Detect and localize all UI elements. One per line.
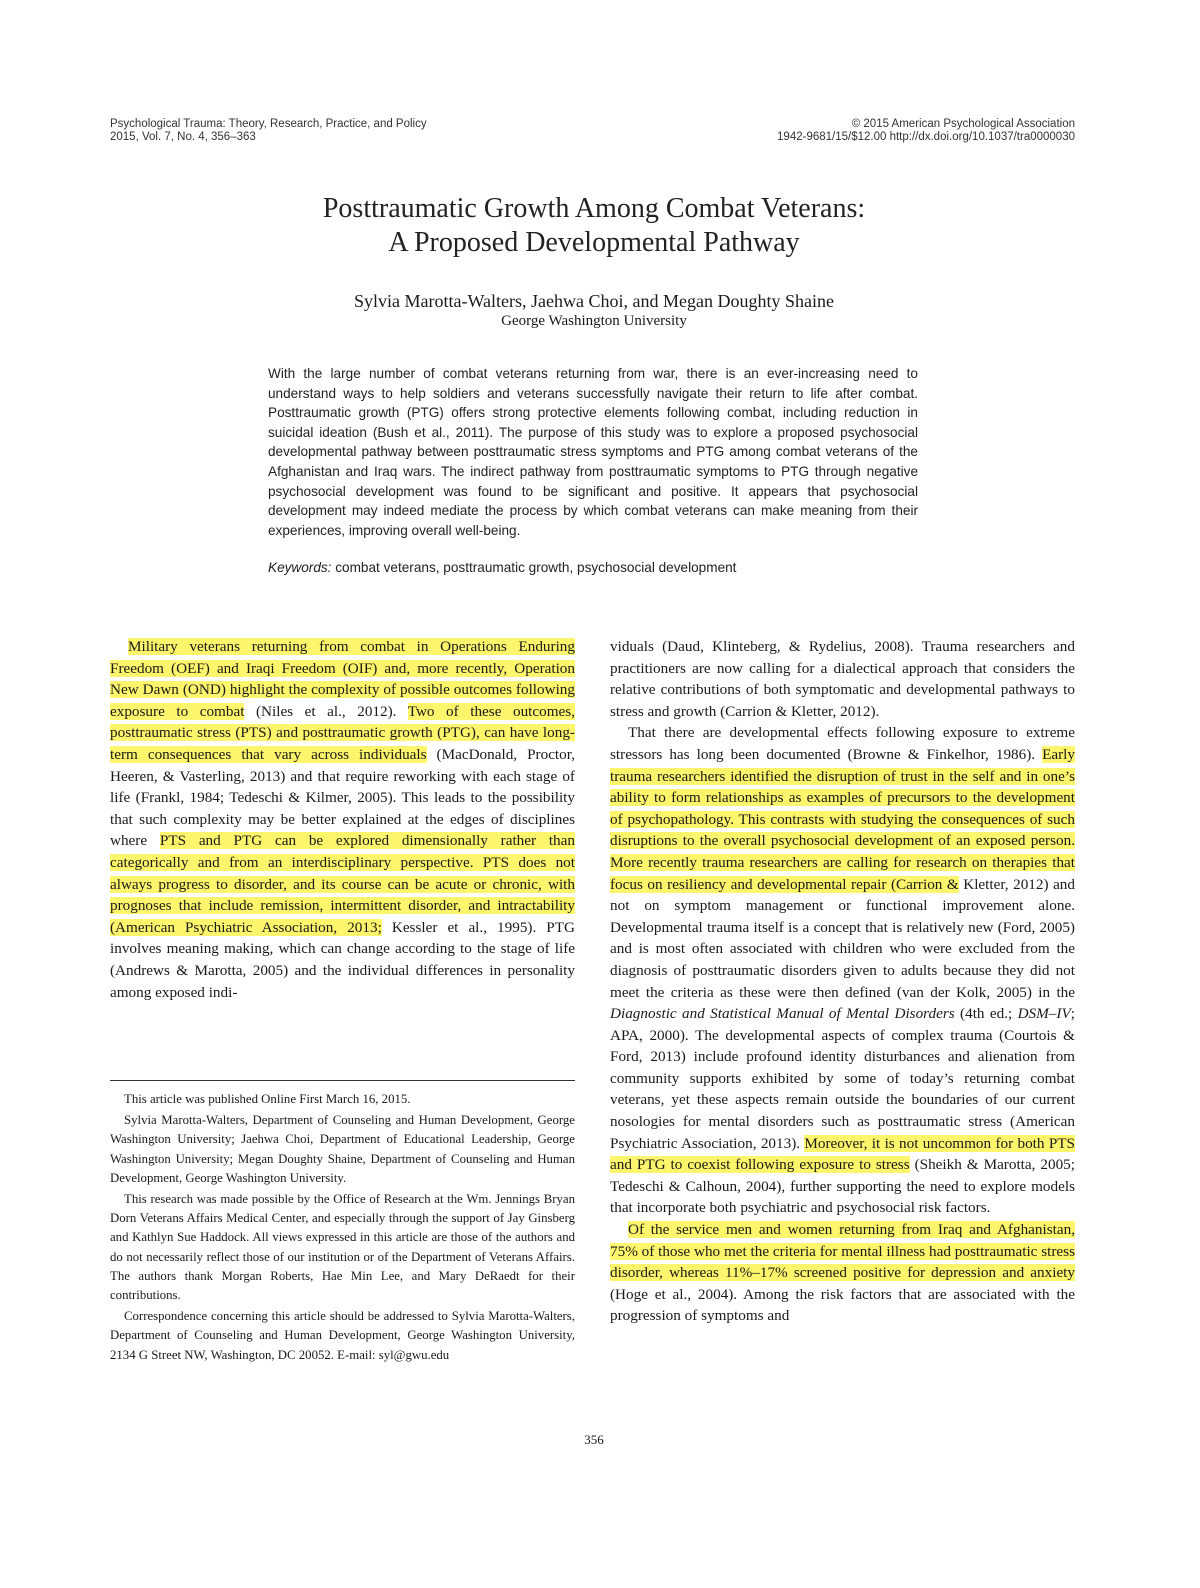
author-list: Sylvia Marotta-Walters, Jaehwa Choi, and Megan Doughty Shaine (354, 291, 834, 311)
body-text: Kessler et al., 1995). PTG involves meaning making, which can change according to the stage of life (Andrews & Marotta, 2005) and the individual differences in personality among exposed indi- (110, 918, 576, 1001)
copyright-block (777, 118, 1075, 144)
abstract: With the large number of combat veterans returning from war, there is an ever-increasing need to understand ways to help soldiers and veterans successfully navigate their return to life after combat. Posttraumatic growth (PTG) offers strong protective elements following combat, including reduction in suicidal ideation (Bush et al., 2011). The purpose of this study was to explore a proposed psychosocial developmental pathway between posttraumatic stress symptoms and PTG among combat veterans of the Afghanistan and Iraq wars. The indirect pathway from posttraumatic symptoms to PTG through negative psychosocial development was found to be significant and positive. It appears that psychosocial development may indeed mediate the process by which combat veterans can make meaning from their experiences, improving overall well-being. (268, 366, 918, 538)
article-title (0, 192, 1188, 260)
title-line-1: Posttraumatic Growth Among Combat Veterans: (322, 193, 866, 224)
footnote: Correspondence concerning this article should be addressed to Sylvia Marotta-Walters, Department of Counseling and Human Development, George Washington University, 2134 G Street NW, Washington, DC 20052. E-mail: syl@gwu.edu (110, 1309, 575, 1362)
body-text: (4th ed.; (954, 1005, 1018, 1023)
highlight: Moreover, it is not uncommon for both PTS and PTG to coexist following exposure to stress (610, 1134, 1075, 1174)
title-line-2: A Proposed Developmental Pathway (388, 227, 800, 258)
italic-abbrev: DSM–IV (1017, 1005, 1071, 1023)
affiliation: George Washington University (501, 313, 687, 329)
journal-volume: 2015, Vol. 7, No. 4, 356–363 (110, 131, 256, 143)
highlight: Early trauma researchers identified the disruption of trust in the self and in one’s ability to form relationships as examples of precursors to the development of psychopathology. This contrasts with studying the consequences of such disruptions to the overall psychosocial development of an exposed person. More recently trauma researchers are calling for research on therapies that focus on resiliency and developmental repair (Carrion & (610, 745, 1075, 893)
body-column-right (610, 636, 1075, 1327)
highlight: Military veterans returning from combat in Operations Enduring Freedom (OEF) and Iraqi Freedom (OIF) and, more recently, Operation New Dawn (OND) highlight the complexity of possible outcomes following exposure to combat (110, 638, 575, 720)
highlight: PTS and PTG can be explored dimensionally rather than categorically and from an interdisciplinary perspective. PTS does not always progress to disorder, and its course can be acute or chronic, with prognoses that include remission, intermittent disorder, and intractability (American Psychiatric Association, 2013; (110, 832, 575, 936)
paragraph: viduals (Daud, Klinteberg, & Rydelius, 2008). Trauma researchers and practitioners are now calling for a dialectical approach that considers the relative contributions of both symptomatic and developmental pathways to stress and growth (Carrion & Kletter, 2012). (610, 638, 1075, 720)
body-text: Kletter, 2012) and not on symptom management or functional improvement alone. Developmental trauma itself is a concept that is relatively new (Ford, 2005) and is most often associated with children who were excluded from the diagnosis of posttraumatic disorders given to adults because they did not meet the criteria as these were then defined (van der Kolk, 2005) in the (610, 875, 1075, 1001)
keywords-label: Keywords: (268, 560, 332, 575)
body-text: (Sheikh & Marotta, 2005; Tedeschi & Calhoun, 2004), further supporting the need to explore models that incorporate both psychiatric and psychosocial risk factors. (610, 1156, 1075, 1217)
body-column-left (110, 636, 575, 1003)
footnote: Sylvia Marotta-Walters, Department of Counseling and Human Development, George Washington University; Jaehwa Choi, Department of Educational Leadership, George Washington University; Megan Doughty Shaine, Department of Counseling and Human Development, George Washington University. (110, 1113, 575, 1185)
body-text: That there are developmental effects following exposure to extreme stressors has long been documented (Browne & Finkelhor, 1986). (610, 724, 1075, 763)
journal-name: Psychological Trauma: Theory, Research, Practice, and Policy (110, 118, 427, 130)
body-text: (Niles et al., 2012). (244, 702, 408, 720)
paragraph (110, 636, 575, 1003)
footnotes (110, 1090, 575, 1367)
highlight: Two of these outcomes, posttraumatic stress (PTS) and posttraumatic growth (PTG), can have long-term consequences that vary across individuals (110, 702, 575, 763)
keywords-text: combat veterans, posttraumatic growth, psychosocial development (331, 560, 737, 575)
journal-citation (110, 118, 427, 144)
footnote: This research was made possible by the Office of Research at the Wm. Jennings Bryan Dorn Veterans Affairs Medical Center, and especially through the support of Jay Ginsberg and Kathlyn Sue Haddock. All views expressed in this article are those of the authors and do not necessarily reflect those of our institution or of the Department of Veterans Affairs. The authors thank Morgan Roberts, Hae Min Lee, and Mary DeRaedt for their contributions. (110, 1192, 575, 1303)
footnote: This article was published Online First March 16, 2015. (124, 1092, 411, 1106)
body-text: (Hoge et al., 2004). Among the risk factors that are associated with the progression of symptoms and (610, 1285, 1075, 1325)
paragraph (610, 1219, 1075, 1327)
body-text: (MacDonald, Proctor, Heeren, & Vasterling, 2013) and that require reworking with each stage of life (Frankl, 1984; Tedeschi & Kilmer, 2005). This leads to the possibility that such complexity may be better explained at the edges of disciplines where (110, 745, 575, 850)
paragraph (610, 722, 1075, 1219)
doi-text: 1942-9681/15/$12.00 http://dx.doi.org/10.1037/tra0000030 (777, 131, 1075, 143)
italic-title: Diagnostic and Statistical Manual of Mental Disorders (610, 1005, 955, 1023)
body-text: ; APA, 2000). The developmental aspects of complex trauma (Courtois & Ford, 2013) include profound identity disturbances and alienation from community supports exhibited by some of today’s returning combat veterans, yet these aspects remain outside the boundaries of our current nosologies for mental disorders such as posttraumatic stress (American Psychiatric Association, 2013). (610, 1005, 1075, 1152)
page-number: 356 (584, 1432, 604, 1447)
footnote-divider (110, 1080, 575, 1081)
keywords (268, 558, 918, 577)
copyright-text: © 2015 American Psychological Association (851, 118, 1075, 130)
highlight: Of the service men and women returning from Iraq and Afghanistan, 75% of those who met the criteria for mental illness had posttraumatic stress disorder, whereas 11%–17% screened positive for depression and anxiety (610, 1221, 1075, 1282)
